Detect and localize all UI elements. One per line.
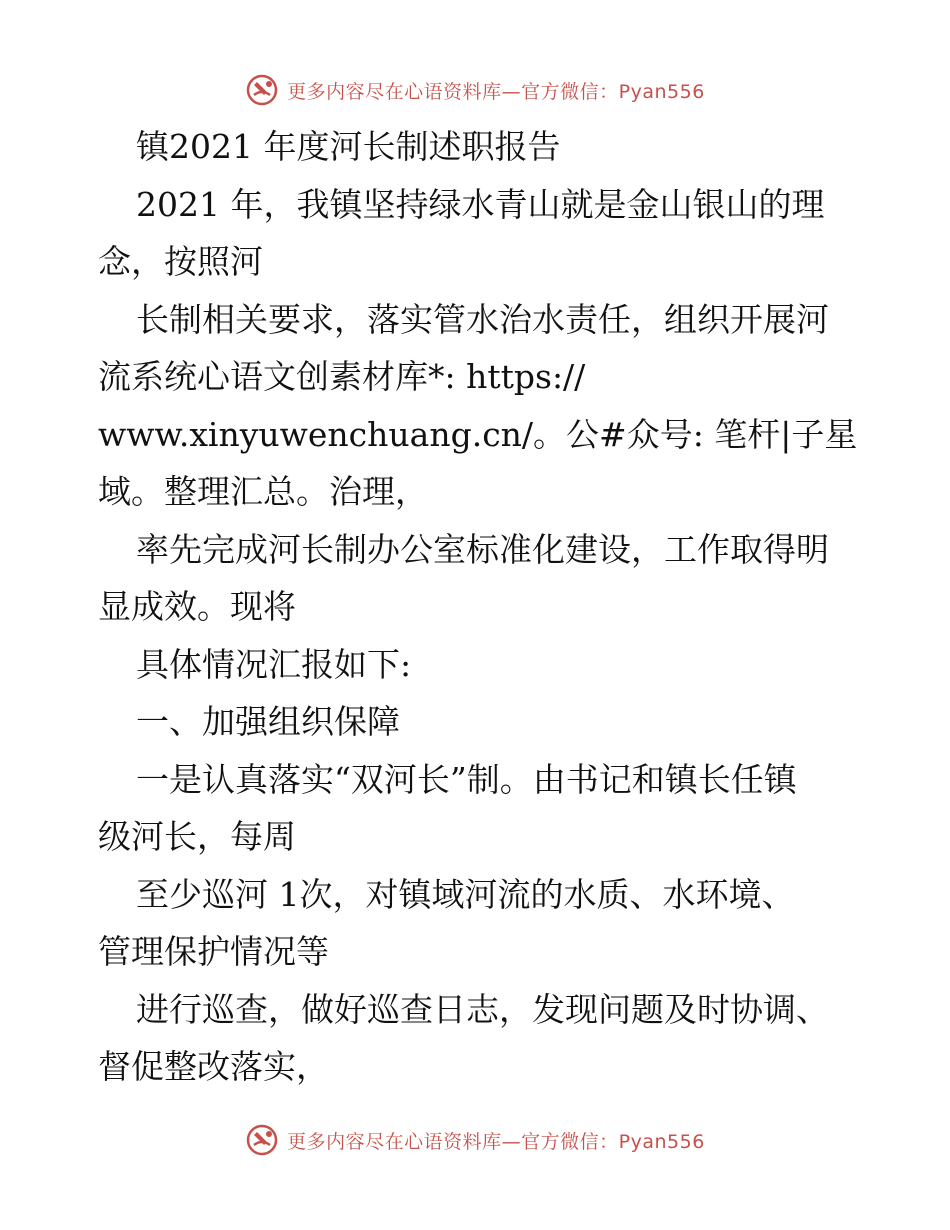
document-line: 进行巡查，做好巡查日志，发现问题及时协调、 [136, 989, 829, 1029]
book-pen-logo-icon [245, 1123, 279, 1157]
header-banner-text: 更多内容尽在心语资料库—官方微信：Pyan556 [287, 80, 705, 103]
document-line: 长制相关要求，落实管水治水责任，组织开展河 [136, 299, 829, 339]
document-line: 一、加强组织保障 [136, 702, 400, 741]
document-line: 率先完成河长制办公室标准化建设，工作取得明 [136, 529, 829, 569]
document-line: 至少巡河 1次，对镇域河流的水质、水环境、 [136, 874, 795, 914]
document-line: 镇2021 年度河长制述职报告 [136, 127, 561, 166]
document-line: 显成效。现将 [98, 587, 296, 626]
document-line: 督促整改落实， [98, 1047, 329, 1086]
header-banner [0, 70, 950, 110]
document-line: 2021 年，我镇坚持绿水青山就是金山银山的理 [136, 184, 825, 224]
footer-banner [0, 1120, 950, 1160]
document-line: 一是认真落实“双河长”制。由书记和镇长任镇 [136, 759, 797, 799]
document-line: 流系统心语文创素材库*: https:// [98, 357, 586, 396]
document-line: 具体情况汇报如下: [136, 644, 412, 684]
document-line: www.xinyuwenchuang.cn/。公#众号: 笔杆|子星 [98, 414, 858, 454]
footer-banner-text: 更多内容尽在心语资料库—官方微信：Pyan556 [287, 1130, 705, 1153]
document-line: 管理保护情况等 [98, 932, 329, 971]
book-pen-logo-icon [245, 73, 279, 107]
document-line: 念，按照河 [98, 242, 263, 281]
document-line: 级河长，每周 [98, 817, 296, 856]
document-line: 域。整理汇总。治理， [98, 472, 428, 511]
document-body [98, 118, 868, 1096]
